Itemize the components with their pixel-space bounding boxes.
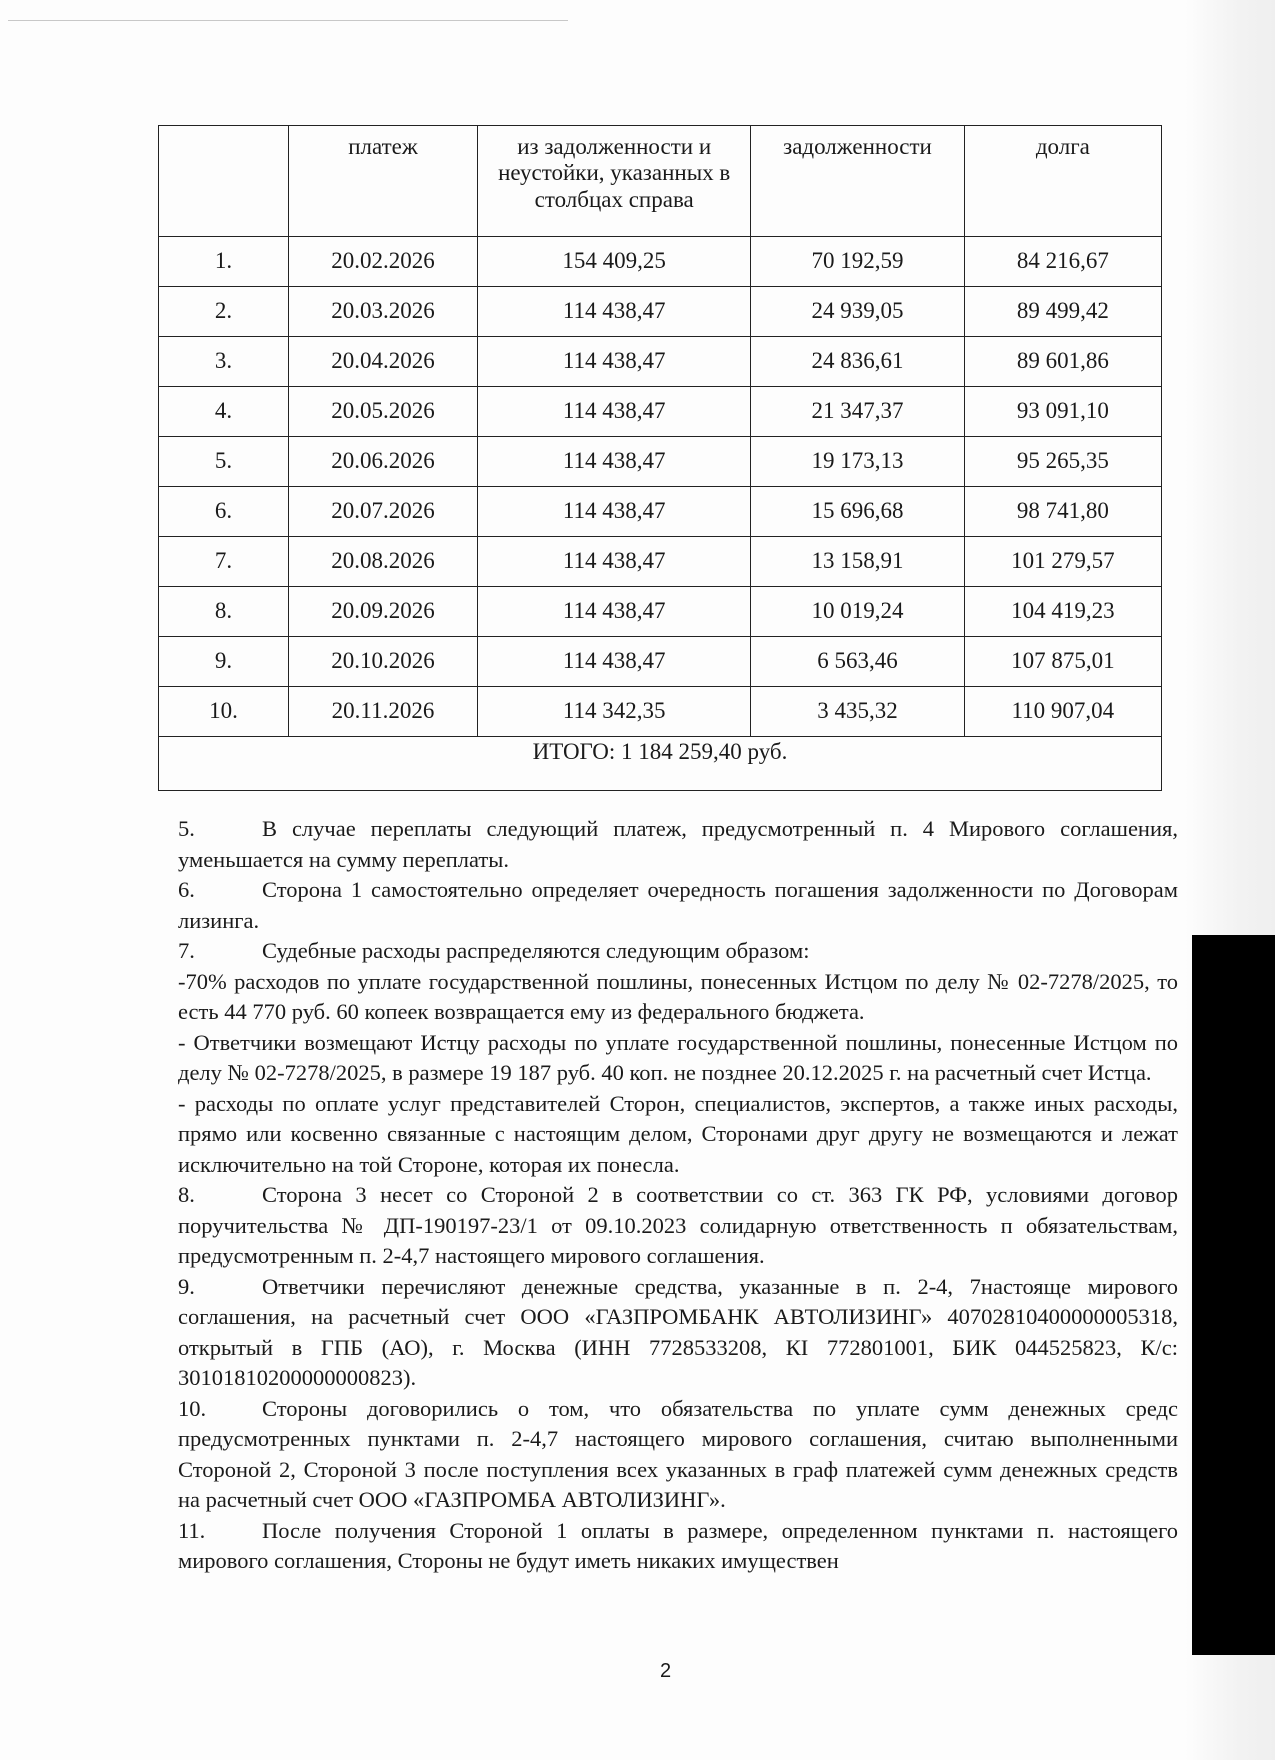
scan-edge-line	[8, 20, 568, 21]
table-header-row	[159, 126, 1162, 237]
header-cell: задолженности	[751, 126, 964, 237]
table-row	[159, 287, 1162, 337]
header-cell: платеж	[288, 126, 477, 237]
table-body	[159, 237, 1162, 737]
table-cell: 114 438,47	[478, 587, 751, 637]
paragraph-number: 10.	[178, 1395, 207, 1421]
table-row	[159, 237, 1162, 287]
paragraph	[178, 1028, 1178, 1089]
paragraph-text: После получения Стороной 1 оплаты в размере, определенном пунктами п. настоящего мирового соглашения, Стороны не будут иметь никаких имуществен	[178, 1517, 1178, 1573]
table-cell: 70 192,59	[751, 237, 964, 287]
table-cell: 7.	[159, 537, 289, 587]
paragraph-number: 9.	[178, 1273, 195, 1299]
table-cell: 6 563,46	[751, 637, 964, 687]
table-cell: 101 279,57	[964, 537, 1161, 587]
paragraph-text: Ответчики перечисляют денежные средства, указанные в п. 2-4, 7настояще мирового соглашения, на расчетный счет ООО «ГАЗПРОМБАНК АВТОЛИЗИНГ» 40702810400000005318, открытый в ГПБ (АО), г. Москва (ИНН 7728533208, КІ 772801001, БИК 044525823, К/с: 30101810200000000823).	[178, 1273, 1178, 1390]
table-cell: 20.11.2026	[288, 687, 477, 737]
header-cell	[159, 126, 289, 237]
table-cell: 3.	[159, 337, 289, 387]
table-cell: 114 438,47	[478, 337, 751, 387]
table-row	[159, 487, 1162, 537]
table-cell: 20.07.2026	[288, 487, 477, 537]
table-row	[159, 587, 1162, 637]
table-cell: 24 939,05	[751, 287, 964, 337]
paragraph-text: Сторона 3 несет со Стороной 2 в соответствии со ст. 363 ГК РФ, условиями договор поручительства № ДП-190197-23/1 от 09.10.2023 солидарную ответственность п обязательствам, предусмотренным п. 2-4,7 настоящего мирового соглашения.	[178, 1182, 1178, 1268]
table-cell: 8.	[159, 587, 289, 637]
paragraph-text: Стороны договорились о том, что обязательства по уплате сумм денежных средс предусмотренных пунктами п. 2-4,7 настоящего мирового соглашения, считаю выполненными Стороной 2, Стороной 3 после поступления всех указанных в граф платежей сумм денежных средств на расчетный счет ООО «ГАЗПРОМБА АВТОЛИЗИНГ».	[178, 1395, 1178, 1512]
table-total-row	[159, 737, 1162, 791]
paragraph-number: 7.	[178, 938, 195, 963]
table-cell: 107 875,01	[964, 637, 1161, 687]
table-cell: 15 696,68	[751, 487, 964, 537]
redaction-block	[1192, 935, 1275, 1655]
table-cell: 89 601,86	[964, 337, 1161, 387]
table-cell: 1.	[159, 237, 289, 287]
table-cell: 114 438,47	[478, 287, 751, 337]
table-cell: 10.	[159, 687, 289, 737]
paragraph	[178, 967, 1178, 1028]
table-cell: 114 438,47	[478, 537, 751, 587]
paragraph-text: - расходы по оплате услуг представителей Сторон, специалистов, экспертов, а также иных расходы, прямо или косвенно связанные с настоящим делом, Сторонами друг другу не возмещаются и лежат исключительно на той Стороне, которая их понесла.	[178, 1090, 1178, 1177]
table-cell: 114 438,47	[478, 487, 751, 537]
table-cell: 5.	[159, 437, 289, 487]
paragraph	[178, 814, 1178, 875]
table-cell: 4.	[159, 387, 289, 437]
table-cell: 154 409,25	[478, 237, 751, 287]
table-cell: 10 019,24	[751, 587, 964, 637]
paragraph-text: В случае переплаты следующий платеж, предусмотренный п. 4 Мирового соглашения, уменьшается на сумму переплаты.	[178, 816, 1178, 872]
paragraph	[178, 1089, 1178, 1181]
table-row	[159, 387, 1162, 437]
agreement-text	[178, 814, 1178, 1577]
table-cell: 84 216,67	[964, 237, 1161, 287]
paragraph-number: 5.	[178, 816, 195, 841]
paragraph	[178, 875, 1178, 936]
table-cell: 20.04.2026	[288, 337, 477, 387]
table-cell: 20.08.2026	[288, 537, 477, 587]
table-cell: 19 173,13	[751, 437, 964, 487]
table-cell: 20.10.2026	[288, 637, 477, 687]
table-cell: 95 265,35	[964, 437, 1161, 487]
paragraph	[178, 1516, 1178, 1577]
table-cell: 110 907,04	[964, 687, 1161, 737]
paragraph	[178, 1180, 1178, 1272]
table-row	[159, 337, 1162, 387]
header-cell: из задолженности и неустойки, указанных в столбцах справа	[478, 126, 751, 237]
table-cell: 98 741,80	[964, 487, 1161, 537]
table-cell: 2.	[159, 287, 289, 337]
table-cell: 114 438,47	[478, 437, 751, 487]
table-row	[159, 537, 1162, 587]
total-cell: ИТОГО: 1 184 259,40 руб.	[159, 737, 1162, 791]
table-cell: 6.	[159, 487, 289, 537]
page-number: 2	[660, 1660, 672, 1682]
table-cell: 114 342,35	[478, 687, 751, 737]
paragraph	[178, 1394, 1178, 1516]
table-cell: 20.03.2026	[288, 287, 477, 337]
table-cell: 20.06.2026	[288, 437, 477, 487]
table-cell: 114 438,47	[478, 637, 751, 687]
paragraph	[178, 1272, 1178, 1394]
table-cell: 20.05.2026	[288, 387, 477, 437]
paragraph-number: 11.	[178, 1517, 206, 1543]
table-cell: 104 419,23	[964, 587, 1161, 637]
table-cell: 24 836,61	[751, 337, 964, 387]
table-cell: 93 091,10	[964, 387, 1161, 437]
table-row	[159, 637, 1162, 687]
table-cell: 20.02.2026	[288, 237, 477, 287]
table-cell: 114 438,47	[478, 387, 751, 437]
table-row	[159, 437, 1162, 487]
table-cell: 3 435,32	[751, 687, 964, 737]
paragraph-number: 8.	[178, 1182, 195, 1207]
header-cell: долга	[964, 126, 1161, 237]
paragraph	[178, 936, 1178, 967]
table-row	[159, 687, 1162, 737]
paragraph-text: - Ответчики возмещают Истцу расходы по уплате государственной пошлины, понесенные Истцом по делу № 02-7278/2025, в размере 19 187 руб. 40 коп. не позднее 20.12.2025 г. на расчетный счет Истца.	[178, 1029, 1178, 1085]
table-cell: 20.09.2026	[288, 587, 477, 637]
table-cell: 13 158,91	[751, 537, 964, 587]
paragraph-text: Сторона 1 самостоятельно определяет очередность погашения задолженности по Договорам лизинга.	[178, 877, 1178, 933]
table-cell: 9.	[159, 637, 289, 687]
paragraph-text: Судебные расходы распределяются следующим образом:	[262, 938, 810, 963]
payment-schedule-table	[158, 125, 1162, 791]
paragraph-text: -70% расходов по уплате государственной пошлины, понесенных Истцом по делу № 02-7278/2025, то есть 44 770 руб. 60 копеек возвращается ему из федерального бюджета.	[178, 968, 1178, 1024]
paragraph-number: 6.	[178, 877, 195, 902]
table-cell: 21 347,37	[751, 387, 964, 437]
table-cell: 89 499,42	[964, 287, 1161, 337]
